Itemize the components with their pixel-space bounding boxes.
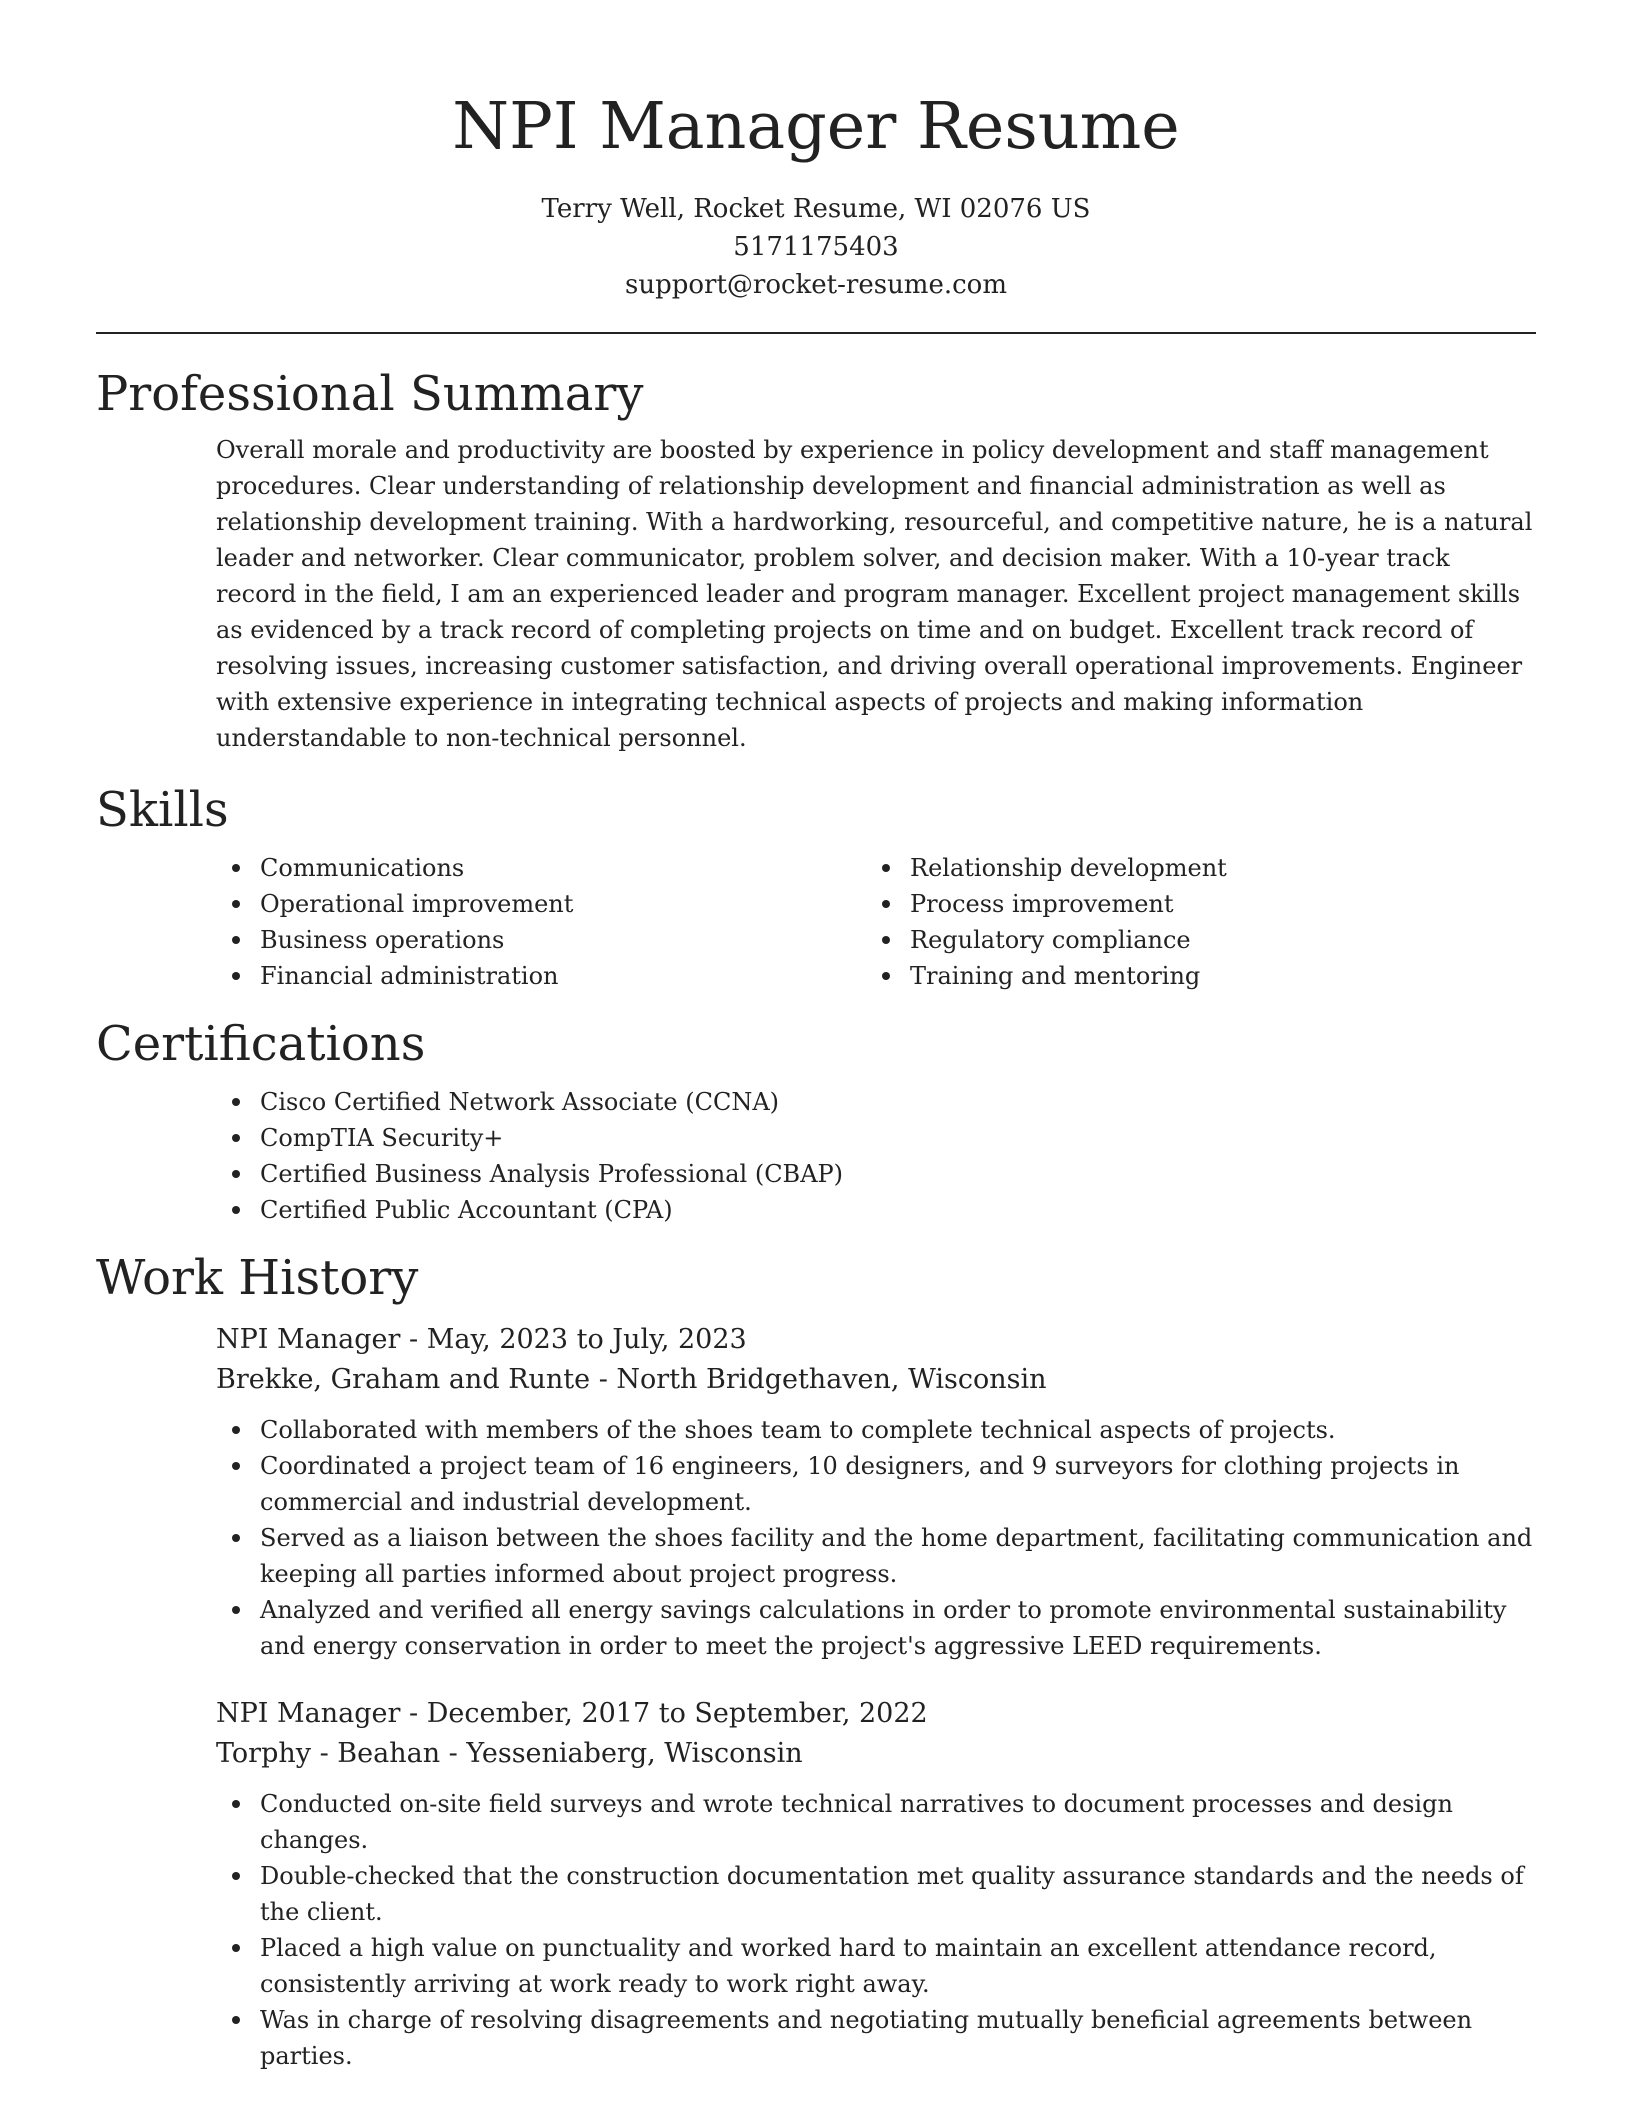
skills-list-right <box>866 850 1516 994</box>
summary-heading: Professional Summary <box>96 366 644 422</box>
job-company: Torphy - Beahan <box>216 1738 441 1769</box>
skill-item: Training and mentoring <box>866 958 1516 994</box>
skill-item: Process improvement <box>866 886 1516 922</box>
skill-item: Financial administration <box>216 958 866 994</box>
certification-item: Certified Business Analysis Professional (CBAP) <box>216 1156 1536 1192</box>
skill-item: Communications <box>216 850 866 886</box>
certifications-list <box>216 1084 1536 1228</box>
job-separator: - <box>400 1324 427 1355</box>
job-company-line <box>216 1360 1536 1400</box>
job-dates: May, 2023 to July, 2023 <box>426 1324 747 1355</box>
certification-item: Cisco Certified Network Associate (CCNA) <box>216 1084 1536 1120</box>
skill-item: Relationship development <box>866 850 1516 886</box>
skill-item: Operational improvement <box>216 886 866 922</box>
job-bullet: Double-checked that the construction documentation met quality assurance standards and the needs of the client. <box>96 1858 1536 1930</box>
job-bullet: Conducted on-site field surveys and wrote technical narratives to document processes and design changes. <box>96 1786 1536 1858</box>
work-history-heading: Work History <box>96 1250 419 1306</box>
job-location: Yesseniaberg, Wisconsin <box>466 1738 803 1769</box>
skills-list-left <box>216 850 866 994</box>
job-bullet: Analyzed and verified all energy savings calculations in order to promote environmental sustainability and energy conservation in order to meet the project's aggressive LEED requirements. <box>96 1592 1536 1664</box>
job-bullet-list <box>216 1412 1536 1664</box>
contact-info <box>96 190 1536 304</box>
certifications-section <box>96 1014 1536 1228</box>
resume-title: NPI Manager Resume <box>452 89 1180 164</box>
job-bullet: Coordinated a project team of 16 engineers, 10 designers, and 9 surveyors for clothing projects in commercial and industrial development. <box>96 1448 1536 1520</box>
job-bullet: Served as a liaison between the shoes facility and the home department, facilitating communication and keeping all parties informed about project progress. <box>96 1520 1536 1592</box>
job-dates: December, 2017 to September, 2022 <box>426 1698 928 1729</box>
job-title: NPI Manager <box>216 1324 401 1355</box>
contact-phone: 5171175403 <box>733 232 899 262</box>
job-entry <box>216 1320 1536 1664</box>
summary-text: Overall morale and productivity are boosted by experience in policy development and staff management procedures. Clear understanding of relationship development and financial administration as well as relationship development training. With a hardworking, resourceful, and competitive nature, he is a natural leader and networker. Clear communicator, problem solver, and decision maker. With a 10-year track record in the field, I am an experienced leader and program manager. Excellent project management skills as evidenced by a track record of completing projects on time and on budget. Excellent track record of resolving issues, increasing customer satisfaction, and driving overall operational improvements. Engineer with extensive experience in integrating technical aspects of projects and making information understandable to non-technical personnel. <box>216 436 1533 752</box>
job-separator: - <box>400 1698 427 1729</box>
summary-section <box>96 364 1536 756</box>
job-bullet-list <box>216 1786 1536 2074</box>
certification-item: CompTIA Security+ <box>216 1120 1536 1156</box>
skill-item: Business operations <box>216 922 866 958</box>
job-company-line <box>216 1734 1536 1774</box>
job-separator: - <box>440 1738 467 1769</box>
resume-header <box>96 0 1536 304</box>
job-bullet: Was in charge of resolving disagreements and negotiating mutually beneficial agreements between parties. <box>96 2002 1536 2074</box>
skill-item: Regulatory compliance <box>866 922 1516 958</box>
contact-email: support@rocket-resume.com <box>624 270 1007 300</box>
job-company: Brekke, Graham and Runte <box>216 1364 591 1395</box>
skills-section <box>96 780 1536 994</box>
job-location: North Bridgethaven, Wisconsin <box>616 1364 1047 1395</box>
header-divider <box>96 332 1536 334</box>
job-title-line <box>216 1694 1536 1734</box>
certification-item: Certified Public Accountant (CPA) <box>216 1192 1536 1228</box>
job-title-line <box>216 1320 1536 1360</box>
job-bullet: Placed a high value on punctuality and worked hard to maintain an excellent attendance record, consistently arriving at work ready to work right away. <box>96 1930 1536 2002</box>
job-title: NPI Manager <box>216 1698 401 1729</box>
skills-grid <box>216 850 1536 994</box>
job-entry <box>216 1694 1536 2074</box>
certifications-heading: Certifications <box>96 1016 426 1072</box>
contact-address: Terry Well, Rocket Resume, WI 02076 US <box>541 194 1091 224</box>
job-bullet: Collaborated with members of the shoes team to complete technical aspects of projects. <box>96 1412 1536 1448</box>
work-history-section <box>96 1248 1536 2074</box>
job-separator: - <box>590 1364 617 1395</box>
skills-heading: Skills <box>96 782 229 838</box>
